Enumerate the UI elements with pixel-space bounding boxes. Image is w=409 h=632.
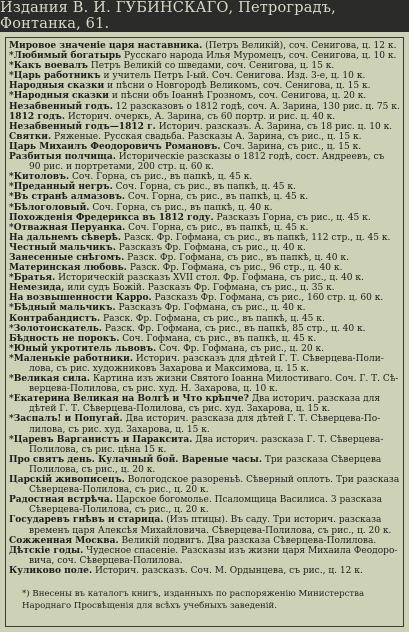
entry-description: Соч. Горна, съ рис., въ папкѣ, ц. 45 к. (69, 172, 253, 183)
catalog-entry (9, 546, 401, 566)
entry-title: *Бѣлоголовый. (9, 202, 90, 213)
catalog-entry (9, 283, 401, 293)
entry-continuation: 90 рис. и портретами, 200 стр. ц. 60 к. (29, 162, 214, 173)
entry-title: Разбитыя полчища. (9, 152, 116, 163)
catalog-entry (9, 233, 401, 243)
catalog-entry (9, 152, 401, 172)
catalog-entry (9, 122, 401, 132)
entry-title: Мировое значенiе царя наставника. (9, 41, 203, 51)
entry-title: 1812 годъ. (9, 111, 66, 122)
entry-title: На дальнемъ сѣверѣ. (9, 232, 122, 243)
entry-description: Ряженые. Русская свадьба. Разсказы А. Зарина, съ рис., ц. 15 к. (51, 131, 362, 142)
entry-title: *Маленькiе работники. (9, 353, 133, 364)
catalog-entry (9, 71, 401, 81)
entry-title: *Народныя сказки (9, 91, 109, 102)
catalog-entry (9, 495, 401, 515)
entry-title: Незабвенный годъ. (9, 101, 113, 112)
entry-title: *Какъ воевалъ (9, 61, 88, 72)
entry-description: и учитель Петръ I-ый. Соч. Сенигова. Изд. 3-е, ц. 10 к. (100, 71, 366, 82)
catalog-entry (9, 414, 401, 434)
entry-title: *Великая сила. (9, 374, 91, 385)
entry-title: Дѣтскiе годы. (9, 545, 84, 556)
entry-description: Соч. Горна, съ рис., въ папкѣ, ц. 45 к. (125, 192, 309, 203)
entry-description: Два историч. разсказа для (248, 394, 381, 405)
catalog-entry (9, 566, 401, 576)
entry-description: Соч. Горна, съ рис., въ папкѣ, ц. 45 к. (112, 182, 296, 193)
entry-continuation: временъ царя Алексѣя Михайловича. Сѣверцева-Полилова, съ рис., ц. 20 к. (29, 525, 392, 536)
entry-description: Разсказъ Фр. Гофмана, съ рис., 160 стр. ц. 60 к. (151, 293, 384, 304)
entry-title: Честный мальчикъ. (9, 242, 116, 253)
entry-continuation: лилова, съ рис. худ. Захарова, ц. 15 к. (29, 424, 210, 435)
catalog-entry (9, 213, 401, 223)
entry-title: *Екатерина Великая на Волгѣ и Что крѣпче? (9, 394, 249, 405)
entry-title: *Любимый богатырь (9, 51, 122, 62)
entry-title: *Отважная Перуанка. (9, 222, 126, 233)
entry-description: Два историч. разсказа для дѣтей Г. Т. Сѣверцева-По- (122, 414, 381, 425)
entry-title: Святки. (9, 131, 52, 142)
entry-title: *Юный укротитель львовъ. (9, 343, 157, 354)
entry-description: Разск. Фр. Гофмана, съ рис., въ папкѣ, 85 стр., ц. 40 к. (102, 323, 366, 334)
entry-description: Разсказъ Фр. Гофмана, съ рис., ц. 40 к. (115, 303, 306, 314)
catalog-entry (9, 455, 401, 475)
catalog-entry-list (9, 41, 401, 576)
catalog-entry (9, 182, 401, 192)
catalog-entry (9, 132, 401, 142)
catalog-entry (9, 172, 401, 182)
entry-description: Историч. разсказъ. А. Зарина, съ 18 рис. ц. 10 к. (155, 121, 393, 132)
entry-description: или судъ Божiй. Разсказъ Фр. Гофмана, съ рис., ц. 35 к. (64, 283, 335, 294)
entry-description: Историч. очеркъ, А. Зарина, съ 60 портр. и рис. ц. 40 к. (65, 111, 336, 122)
entry-description: Разсказъ Фр. Гофмана, съ рис., ц. 40 к. (115, 242, 306, 253)
entry-continuation: Сѣверцева-Полилова, съ рис., ц. 20 к. (29, 485, 209, 496)
entry-description: Разск. Фр. Гофмана, съ рис., въ папкѣ, 112 стр., ц. 45 к. (121, 232, 391, 243)
catalog-entry (9, 273, 401, 283)
catalog-entry (9, 374, 401, 394)
entry-title: Незабвенный годъ—1812 г. (9, 121, 156, 132)
entry-title: Про святъ день. Кулачный бой. Вареные часы. (9, 454, 262, 465)
entry-continuation: вича, соч. Сѣверцева-Полилова. (29, 555, 183, 566)
entry-description: Соч. Гофмана, съ рис., въ папкѣ, ц. 45 к. (119, 333, 317, 344)
entry-continuation: Полилова, съ рис. цѣна 15 к. (29, 444, 167, 455)
entry-title: *Золотоискатель. (9, 323, 102, 334)
entry-description: Историч. разсказъ для дѣтей Г. Т. Сѣверцева-Поли- (132, 353, 384, 364)
entry-title: *Китоловъ. (9, 172, 70, 183)
catalog-entry (9, 293, 401, 303)
entry-description: Петръ Великiй со шведами, соч. Сенигова, ц. 15 к. (88, 61, 335, 72)
entry-title: Немезида, (9, 283, 65, 294)
page-header: Издания В. И. ГУБИНСКАГО, Петроградъ, Фонтанка, 61. (0, 0, 409, 32)
entry-title: Народныя сказки (9, 81, 105, 92)
entry-description: Великiй подвигъ. Два разсказа Сѣверцева-Полилова. (118, 535, 377, 546)
catalog-entry (9, 51, 401, 61)
entry-title: *Царь работникъ (9, 71, 101, 82)
entry-continuation: Полилова, съ рис., ц. 20 к. (29, 464, 156, 475)
entry-description: Разск. Фр. Гофмана, съ рис., 96 стр., ц. 40 к. (126, 263, 343, 274)
catalog-entry (9, 475, 401, 495)
entry-description: Чудесное спасенiе. Разсказы изъ жизни царя Михаила Феодоро- (83, 545, 398, 556)
entry-description: Царское богомолье. Псаломщица Василиса. 3 разсказа (112, 495, 383, 506)
catalog-entry (9, 435, 401, 455)
entry-description: Три разсказа Сѣверцева (261, 454, 382, 465)
entry-title: Контрабандистъ. (9, 313, 101, 324)
catalog-entry (9, 112, 401, 122)
entry-title: *Въ странѣ алмазовъ. (9, 192, 126, 203)
catalog-entry (9, 324, 401, 334)
catalog-entry (9, 61, 401, 71)
entry-title: Государевъ гнѣвъ и старица. (9, 515, 164, 526)
catalog-entry (9, 536, 401, 546)
entry-description: Историческiе разсказы о 1812 годѣ, сост. Андреевъ, съ (115, 152, 385, 163)
entry-title: Занесенные снѣгомъ. (9, 252, 125, 263)
footnote: *) Внесены въ каталогъ книгъ, изданныхъ по распоряженiю Министерства Народнаго Просвѣщенiя для всѣхъ учебныхъ заведенiй. (22, 589, 365, 611)
catalog-entry (9, 203, 401, 213)
entry-description: Разсказъ Горна, съ рис., ц. 45 к. (213, 212, 371, 223)
catalog-entry (9, 344, 401, 354)
catalog-entry (9, 314, 401, 324)
catalog-entry (9, 102, 401, 112)
entry-description: и пѣсни объ Iоаннѣ Грозномъ, соч. Сенигова, ц. 20 к. (108, 91, 367, 102)
entry-description: Соч. Горна, съ рис., въ папкѣ, ц. 45 к. (125, 222, 309, 233)
catalog-entry (9, 334, 401, 344)
entry-title: Бѣдность не порокъ. (9, 333, 120, 344)
entry-description: Русскаго народа Илья Муромецъ, соч. Сенигова, ц. 10 к. (121, 51, 397, 62)
entry-description: и пѣсни о Новгородѣ Великомъ, соч. Сенигова, ц. 15 к. (104, 81, 371, 92)
entry-title: Царь Михаилъ Феодоровичъ Романовъ. (9, 141, 221, 152)
catalog-entry (9, 263, 401, 273)
entry-title: Материнская любовь. (9, 263, 127, 274)
entry-title: Царскiй живописецъ. (9, 475, 125, 486)
entry-title: *Царевъ Варганистъ и Параксита. (9, 434, 193, 445)
catalog-entry (9, 41, 401, 51)
entry-continuation: дѣтей Г. Т. Сѣверцева-Полилова, съ рис. худ. Захарова, ц. 15 к. (29, 404, 331, 415)
entry-description: (Петръ Великiй), соч. Сенигова, ц. 12 к. (202, 41, 397, 51)
entry-title: Радостная встрѣча. (9, 495, 113, 506)
entry-title: На возвышенности Карро. (9, 293, 152, 304)
catalog-entry (9, 223, 401, 233)
catalog-entry (9, 81, 401, 91)
entry-description: Два историч. разсказа Г. Т. Сѣверцева- (192, 434, 384, 445)
entry-continuation: верцева-Полилова, съ рис. худ. Н. Захарова, ц. 10 к. (29, 384, 278, 395)
entry-title: Похожденiя Фредерикса въ 1812 году. (9, 212, 214, 223)
entry-description: Разск. Фр. Гофмана, съ рис., въ папкѣ, ц. 45 к. (100, 313, 325, 324)
entry-continuation: лова, съ рис. художниковъ Захарова и Максимова, ц. 15 к. (29, 364, 310, 374)
entry-title: *Бѣдный мальчикъ. (9, 303, 116, 314)
entry-title: *Заспалъ! и Попугай. (9, 414, 123, 425)
entry-continuation: Сѣверцева-Полилова, съ рис., ц. 20 к. (29, 505, 209, 516)
entry-description: Историч. разсказъ. Соч. М. Ордынцева, съ рис., ц. 12 к. (92, 565, 363, 576)
catalog-entry (9, 354, 401, 374)
entry-title: Куликово поле. (9, 565, 93, 576)
catalog-entry (9, 253, 401, 263)
catalog-entry (9, 91, 401, 101)
entry-title: Сожженная Москва. (9, 535, 119, 546)
entry-description: Соч. Горна, съ рис., въ папкѣ, ц. 40 к. (89, 202, 273, 213)
catalog-entry (9, 394, 401, 414)
catalog-entry (9, 142, 401, 152)
entry-title: *Преданный негръ. (9, 182, 113, 193)
entry-title: *Братья. (9, 273, 56, 284)
entry-description: Картина изъ жизни Святого Iоанна Милостиваго. Соч. Г. Т. Сѣ- (90, 374, 399, 385)
entry-description: Соч. Зарина, съ рис., ц. 15 к. (220, 141, 362, 152)
catalog-entry (9, 192, 401, 202)
catalog-entry (9, 243, 401, 253)
entry-description: Вологодское разореньѣ. Сѣверный оплотъ. Три разсказа (124, 475, 400, 486)
entry-description: (Изъ птицы). Въ саду. Три историч. разсказа (163, 515, 382, 526)
catalog-entry (9, 303, 401, 313)
entry-description: Разск. Фр. Гофмана, съ рис., въ папкѣ, ц. 40 к. (124, 252, 349, 263)
catalog-entry (9, 515, 401, 535)
entry-description: Соч. Фр. Гофмана, съ рис., ц. 20 к. (156, 343, 325, 354)
entry-description: Историческiй разсказъ XVII стол. Фр. Гофмана, съ рис., ц. 40 к. (55, 273, 364, 284)
entry-description: 12 разсказовъ о 1812 годѣ, соч. А. Зарина, 130 рис. ц. 75 к. (112, 101, 400, 112)
